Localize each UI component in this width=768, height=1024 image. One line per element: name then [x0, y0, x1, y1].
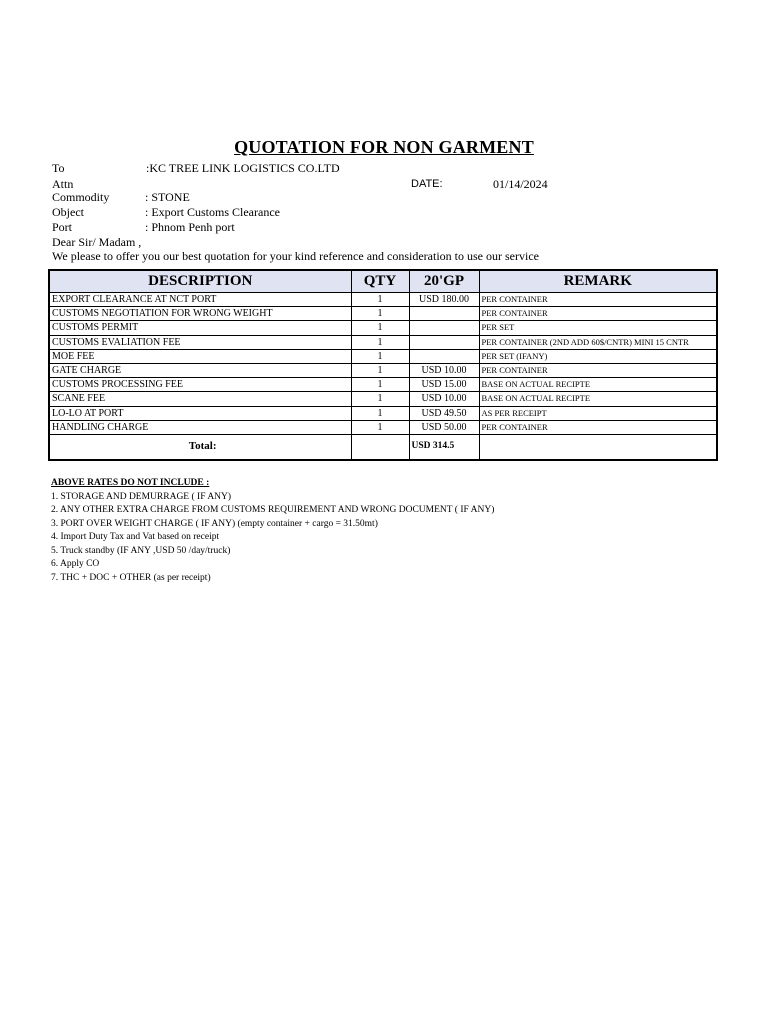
table-row — [49, 378, 717, 392]
row-price: USD 50.00 — [409, 420, 479, 434]
row-description: HANDLING CHARGE — [49, 420, 351, 434]
date-label: DATE: — [411, 178, 443, 190]
table-header-row — [49, 270, 717, 293]
intro-text: We please to offer you our best quotation for your kind reference and consideration to use our service — [52, 249, 539, 263]
commodity-value: : STONE — [145, 190, 190, 204]
row-qty: 1 — [351, 349, 409, 363]
object-value: : Export Customs Clearance — [145, 205, 280, 219]
table-row — [49, 349, 717, 363]
row-qty: 1 — [351, 307, 409, 321]
row-remark: PER CONTAINER (2ND ADD 60$/CNTR) MINI 15 CNTR — [479, 335, 717, 349]
table-row — [49, 406, 717, 420]
row-price — [409, 349, 479, 363]
document-title: QUOTATION FOR NON GARMENT — [234, 137, 534, 157]
commodity-label: Commodity — [52, 190, 110, 204]
row-description: SCANE FEE — [49, 392, 351, 406]
row-price: USD 10.00 — [409, 363, 479, 377]
row-description: EXPORT CLEARANCE AT NCT PORT — [49, 293, 351, 307]
table-row — [49, 392, 717, 406]
row-remark: AS PER RECEIPT — [479, 406, 717, 420]
total-qty-empty — [351, 434, 409, 460]
row-price: USD 15.00 — [409, 378, 479, 392]
row-remark: PER CONTAINER — [479, 363, 717, 377]
row-remark: BASE ON ACTUAL RECIPTE — [479, 378, 717, 392]
date-value: 01/14/2024 — [493, 177, 548, 191]
total-row — [49, 434, 717, 460]
row-remark: PER CONTAINER — [479, 420, 717, 434]
row-price — [409, 307, 479, 321]
row-price: USD 10.00 — [409, 392, 479, 406]
table-row — [49, 293, 717, 307]
port-label: Port — [52, 220, 73, 234]
row-qty: 1 — [351, 406, 409, 420]
table-row — [49, 335, 717, 349]
column-header-qty: QTY — [351, 270, 409, 293]
row-qty: 1 — [351, 392, 409, 406]
object-label: Object — [52, 205, 84, 219]
note-item: 5. Truck standby (IF ANY ,USD 50 /day/truck) — [51, 545, 231, 556]
total-label: Total: — [49, 434, 351, 460]
note-item: 4. Import Duty Tax and Vat based on receipt — [51, 532, 220, 542]
attn-label: Attn — [52, 177, 74, 191]
table-row — [49, 321, 717, 335]
table-row — [49, 420, 717, 434]
row-description: CUSTOMS NEGOTIATION FOR WRONG WEIGHT — [49, 307, 351, 321]
note-item: 2. ANY OTHER EXTRA CHARGE FROM CUSTOMS REQUIREMENT AND WRONG DOCUMENT ( IF ANY) — [51, 505, 495, 515]
row-description: CUSTOMS EVALIATION FEE — [49, 335, 351, 349]
row-remark: PER SET — [479, 321, 717, 335]
row-qty: 1 — [351, 378, 409, 392]
table-row — [49, 363, 717, 377]
row-description: CUSTOMS PROCESSING FEE — [49, 378, 351, 392]
quotation-table — [48, 269, 718, 461]
notes-heading: ABOVE RATES DO NOT INCLUDE : — [51, 478, 210, 488]
row-qty: 1 — [351, 321, 409, 335]
row-remark: PER SET (IFANY) — [479, 349, 717, 363]
row-qty: 1 — [351, 293, 409, 307]
salutation: Dear Sir/ Madam , — [52, 235, 142, 249]
row-description: MOE FEE — [49, 349, 351, 363]
exclusions-notes — [51, 477, 494, 585]
row-price — [409, 321, 479, 335]
total-remark-empty — [479, 434, 717, 460]
row-qty: 1 — [351, 420, 409, 434]
row-description: GATE CHARGE — [49, 363, 351, 377]
total-value: USD 314.5 — [409, 434, 479, 460]
note-item: 3. PORT OVER WEIGHT CHARGE ( IF ANY) (empty container + cargo = 31.50mt) — [51, 518, 378, 529]
row-qty: 1 — [351, 335, 409, 349]
row-remark: PER CONTAINER — [479, 307, 717, 321]
table-row — [49, 307, 717, 321]
column-header-20gp: 20'GP — [409, 270, 479, 293]
column-header-remark: REMARK — [479, 270, 717, 293]
row-price — [409, 335, 479, 349]
row-qty: 1 — [351, 363, 409, 377]
row-price: USD 49.50 — [409, 406, 479, 420]
note-item: 7. THC + DOC + OTHER (as per receipt) — [51, 572, 211, 583]
note-item: 1. STORAGE AND DEMURRAGE ( IF ANY) — [51, 491, 232, 502]
row-remark: BASE ON ACTUAL RECIPTE — [479, 392, 717, 406]
to-value: :KC TREE LINK LOGISTICS CO.LTD — [146, 161, 340, 175]
port-value: : Phnom Penh port — [145, 220, 235, 234]
note-item: 6. Apply CO — [51, 559, 100, 569]
to-label: To — [52, 161, 65, 175]
row-description: CUSTOMS PERMIT — [49, 321, 351, 335]
row-price: USD 180.00 — [409, 293, 479, 307]
row-remark: PER CONTAINER — [479, 293, 717, 307]
column-header-description: DESCRIPTION — [49, 270, 351, 293]
row-description: LO-LO AT PORT — [49, 406, 351, 420]
